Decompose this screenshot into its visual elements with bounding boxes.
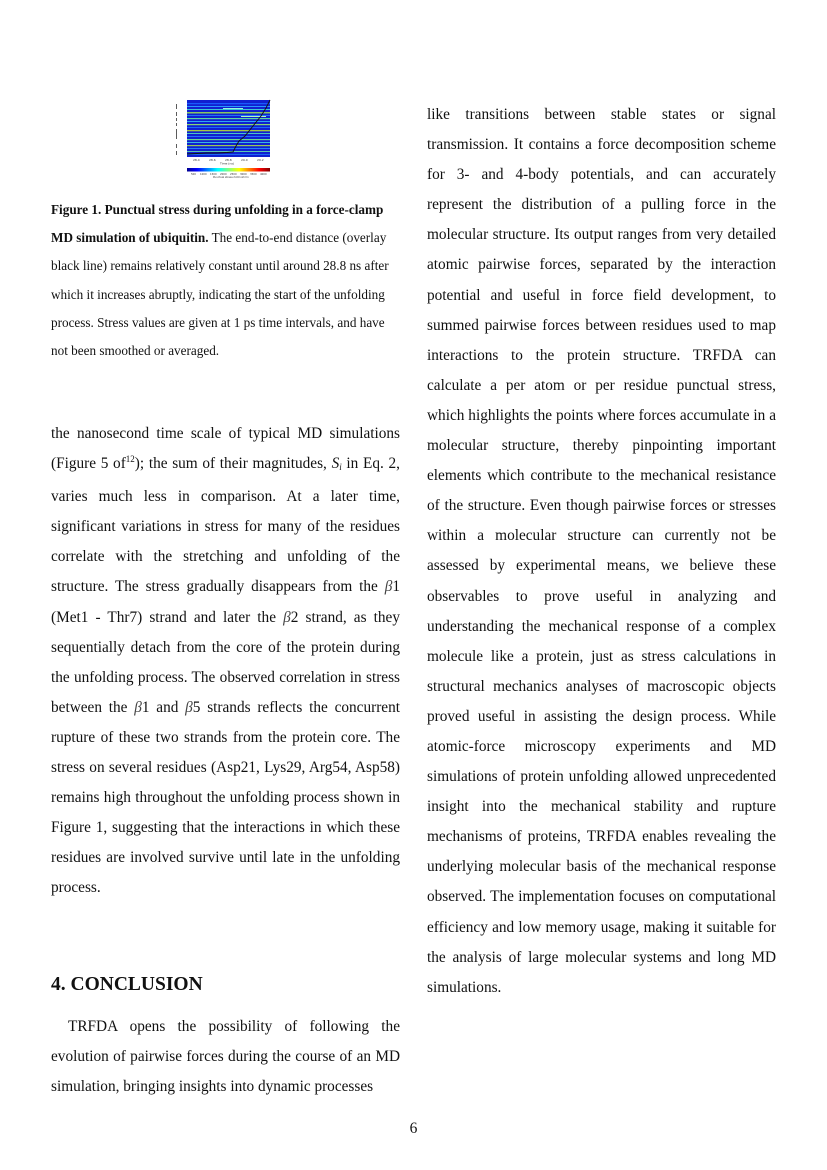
colorbar-label: Punctual stress (kJ/mol/nm) (213, 176, 249, 178)
svg-text:500: 500 (191, 173, 196, 176)
section-heading-conclusion: 4. CONCLUSION (51, 974, 203, 995)
svg-text:2000: 2000 (220, 173, 227, 176)
x-tick: 28.4 (193, 158, 200, 162)
figure-caption-text: The end-to-end distance (overlay black line) remains relatively constant until around 28.8 ns after which it increases abruptly, indicating the start of the unfolding process. Stress values are given at 1 ps time intervals, and have not been smoothed or averaged. (51, 230, 389, 359)
x-tick: 29.2 (257, 158, 264, 162)
paragraph-results: the nanosecond time scale of typical MD simulations (Figure 5 $of^{12}$); the sum of their magnitudes, $S_i$ in Eq. 2, varies much less in comparison. At a later time, significant variations in stress for many of the residues correlate with the stretching and unfolding of the structure. The stress gradually disappears from the β1 (Met1 - Thr7) strand and later the β2 strand, as they sequentially detach from the core of the protein during the unfolding process. The observed correlation in stress between the β1 and β5 strands reflects the concurrent rupture of these two strands from the protein core. The stress on several residues (Asp21, Lys29, Arg54, Asp58) remains high throughout the unfolding process shown in Figure 1, suggesting that the interactions in which these residues are involved survive until late in the unfolding process. (51, 425, 400, 897)
x-tick: 29.0 (241, 158, 248, 162)
svg-text:1000: 1000 (200, 173, 207, 176)
svg-text:1500: 1500 (210, 173, 217, 176)
heatmap-chart (163, 96, 288, 178)
page-number: 6 (409, 1120, 418, 1137)
svg-text:2500: 2500 (230, 173, 237, 176)
figure-title: Punctual stress during unfolding in a force-clamp MD simulation of ubiquitin. (51, 202, 384, 246)
svg-text:3000: 3000 (240, 173, 247, 176)
x-axis-label: Time (ns) (220, 161, 235, 166)
x-axis (193, 158, 264, 166)
svg-text:4000: 4000 (260, 173, 267, 176)
paragraph-conclusion-continued: like transitions between stable states or signal transmission. It contains a force decomposition scheme for 3- and 4-body potentials, and can accurately represent the distribution of a pulling force in the molecular structure. Its output ranges from very detailed atomic pairwise forces, separated by the interaction potential and useful in force field development, to summed pairwise forces between residues used to map interactions to the protein structure. TRFDA can calculate a per atom or per residue punctual stress, which highlights the points where forces accumulate in a molecular structure, thereby pinpointing important elements which contribute to the mechanical resistance of the structure. Even though pairwise forces or stresses within a molecular structure can currently not be assessed by experimental means, we believe these observables to prove useful in analyzing and understanding the mechanical response of a complex molecule like a protein, just as stress calculations in structural mechanics analyses of macroscopic objects proved useful in assisting the design process. While atomic-force microscopy experiments and MD simulations of protein unfolding allowed unprecedented insight into the mechanical stability and rupture mechanisms of proteins, TRFDA enables revealing the underlying molecular basis of the mechanical response observed. The implementation focuses on computational efficiency and low memory usage, making it suitable for the analysis of large molecular systems and long MD simulations. (427, 106, 776, 996)
figure-caption (51, 196, 400, 365)
x-tick: 28.6 (209, 158, 216, 162)
citation-ref[interactable]: 12 (125, 454, 135, 465)
strand-annotations (176, 104, 177, 155)
paragraph-conclusion: TRFDA opens the possibility of following the evolution of pairwise forces during the course of an MD simulation, bringing insights into dynamic processes (51, 1018, 400, 1096)
figure-label: Figure 1. (51, 202, 102, 217)
colorbar (187, 168, 270, 172)
x-tick: 28.8 (225, 158, 232, 162)
math-symbol-S: $S_i$ (331, 455, 342, 473)
figure-1-heatmap (163, 96, 288, 178)
colorbar-ticks (191, 172, 267, 178)
svg-text:3500: 3500 (250, 173, 257, 176)
